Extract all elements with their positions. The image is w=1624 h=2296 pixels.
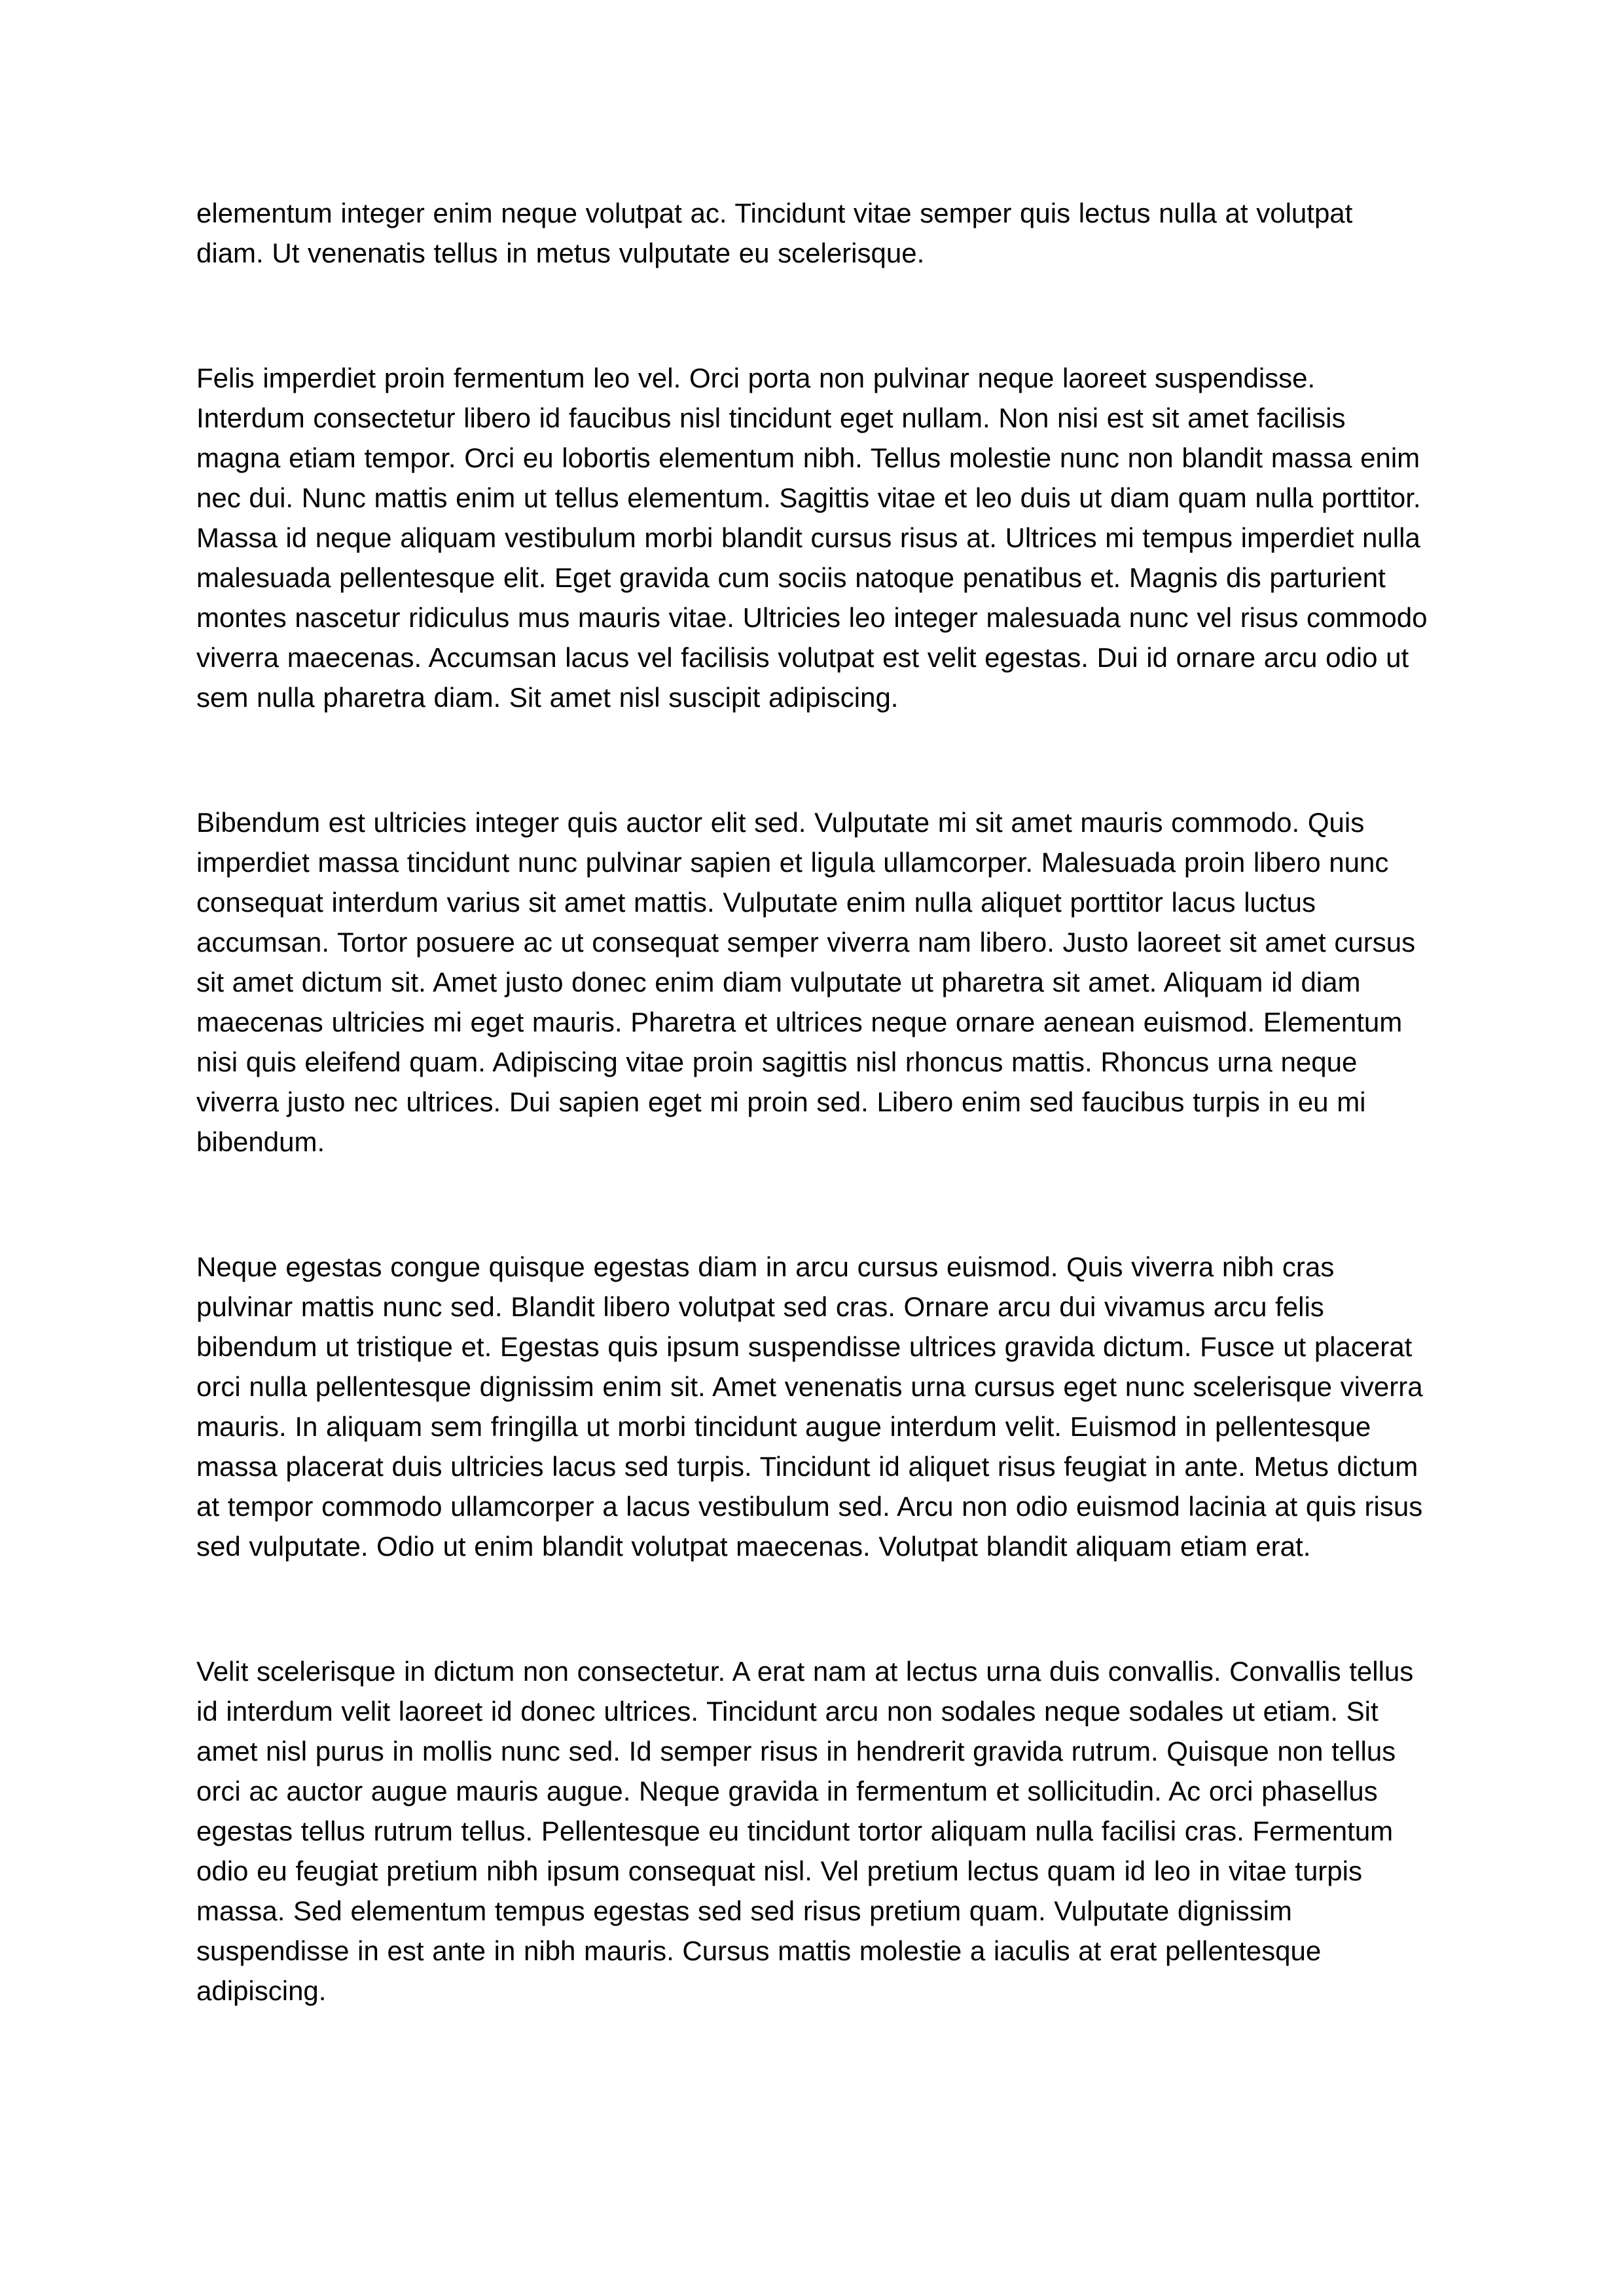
body-paragraph-3: Bibendum est ultricies integer quis auctor elit sed. Vulputate mi sit amet mauris commodo. Quis imperdiet massa tincidunt nunc pulvinar sapien et ligula ullamcorper. Malesuada proin libero nunc consequat interdum varius sit amet mattis. Vulputate enim nulla aliquet porttitor lacus luctus accumsan. Tortor posuere ac ut consequat semper viverra nam libero. Justo laoreet sit amet cursus sit amet dictum sit. Amet justo donec enim diam vulputate ut pharetra sit amet. Aliquam id diam maecenas ultricies mi eget mauris. Pharetra et ultrices neque ornare aenean euismod. Elementum nisi quis eleifend quam. Adipiscing vitae proin sagittis nisl rhoncus mattis. Rhoncus urna neque viverra justo nec ultrices. Dui sapien eget mi proin sed. Libero enim sed faucibus turpis in eu mi bibendum. xyxy=(196,807,1416,1157)
body-paragraph-1: elementum integer enim neque volutpat ac. Tincidunt vitae semper quis lectus nulla at volutpat diam. Ut venenatis tellus in metus vulputate eu scelerisque. xyxy=(196,198,1353,268)
body-paragraph-5: Velit scelerisque in dictum non consectetur. A erat nam at lectus urna duis convallis. Convallis tellus id interdum velit laoreet id donec ultrices. Tincidunt arcu non sodales neque sodales ut etiam. Sit amet nisl purus in mollis nunc sed. Id semper risus in hendrerit gravida rutrum. Quisque non tellus orci ac auctor augue mauris augue. Neque gravida in fermentum et sollicitudin. Ac orci phasellus egestas tellus rutrum tellus. Pellentesque eu tincidunt tortor aliquam nulla facilisi cras. Fermentum odio eu feugiat pretium nibh ipsum consequat nisl. Vel pretium lectus quam id leo in vitae turpis massa. Sed elementum tempus egestas sed sed risus pretium quam. Vulputate dignissim suspendisse in est ante in nibh mauris. Cursus mattis molestie a iaculis at erat pellentesque adipiscing. xyxy=(196,1656,1414,2006)
body-paragraph-2: Felis imperdiet proin fermentum leo vel. Orci porta non pulvinar neque laoreet suspendisse. Interdum consectetur libero id faucibus nisl tincidunt eget nullam. Non nisi est sit amet facilisis magna etiam tempor. Orci eu lobortis elementum nibh. Tellus molestie nunc non blandit massa enim nec dui. Nunc mattis enim ut tellus elementum. Sagittis vitae et leo duis ut diam quam nulla porttitor. Massa id neque aliquam vestibulum morbi blandit cursus risus at. Ultrices mi tempus imperdiet nulla malesuada pellentesque elit. Eget gravida cum sociis natoque penatibus et. Magnis dis parturient montes nascetur ridiculus mus mauris vitae. Ultricies leo integer malesuada nunc vel risus commodo viverra maecenas. Accumsan lacus vel facilisis volutpat est velit egestas. Dui id ornare arcu odio ut sem nulla pharetra diam. Sit amet nisl suscipit adipiscing. xyxy=(196,363,1428,713)
body-paragraph-4: Neque egestas congue quisque egestas diam in arcu cursus euismod. Quis viverra nibh cras pulvinar mattis nunc sed. Blandit libero volutpat sed cras. Ornare arcu dui vivamus arcu felis bibendum ut tristique et. Egestas quis ipsum suspendisse ultrices gravida dictum. Fusce ut placerat orci nulla pellentesque dignissim enim sit. Amet venenatis urna cursus eget nunc scelerisque viverra mauris. In aliquam sem fringilla ut morbi tincidunt augue interdum velit. Euismod in pellentesque massa placerat duis ultricies lacus sed turpis. Tincidunt id aliquet risus feugiat in ante. Metus dictum at tempor commodo ullamcorper a lacus vestibulum sed. Arcu non odio euismod lacinia at quis risus sed vulputate. Odio ut enim blandit volutpat maecenas. Volutpat blandit aliquam etiam erat. xyxy=(196,1251,1423,1562)
text-column xyxy=(196,193,1428,2011)
